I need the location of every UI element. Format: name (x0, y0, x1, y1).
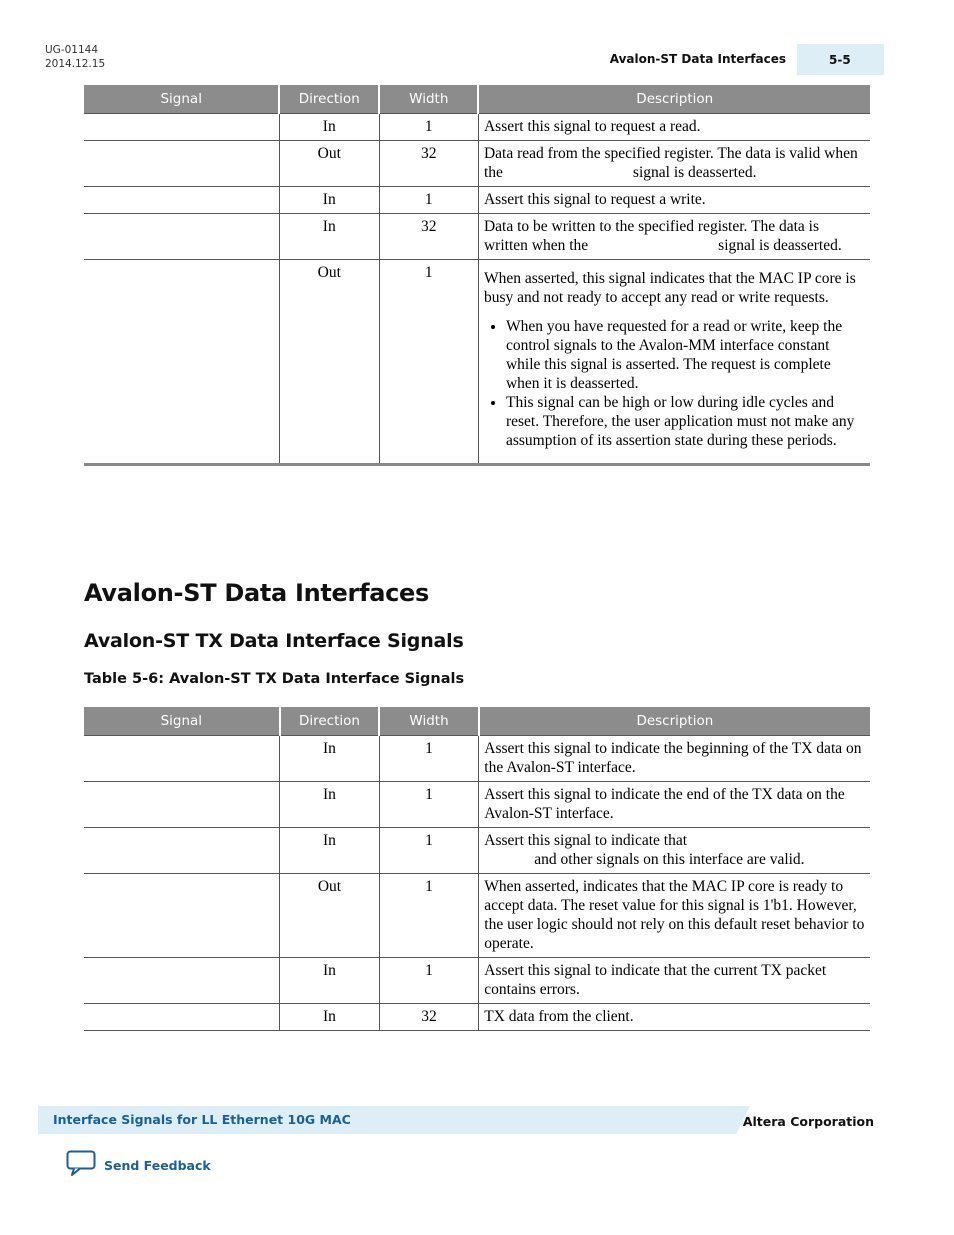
col-header-signal: Signal (84, 707, 280, 736)
page-number: 5-5 (829, 52, 851, 67)
section-title: Avalon-ST Data Interfaces (84, 579, 430, 607)
subsection-title: Avalon-ST TX Data Interface Signals (84, 630, 464, 652)
bullet-item: • When you have requested for a read or write, keep the control signals to the Avalon-MM interface constant while this signal is asserted. The request is complete when it is deasserted. (506, 317, 865, 393)
description-text: and other signals on this interface are valid. (534, 851, 805, 868)
table-row (84, 187, 870, 214)
description-cell: Assert this signal to indicate the beginning of the TX data on the Avalon-ST interface. (479, 736, 870, 782)
signal-cell (84, 874, 280, 958)
signal-cell (84, 828, 280, 874)
footer-doc-title[interactable]: Interface Signals for LL Ethernet 10G MAC (53, 1112, 351, 1127)
description-cell: Assert this signal to indicate that the current TX packet contains errors. (479, 958, 870, 1004)
table-row (84, 214, 870, 260)
direction-cell: Out (280, 874, 380, 958)
width-cell: 1 (379, 187, 478, 214)
doc-date: 2014.12.15 (45, 58, 106, 70)
description-text: Data to be written to the specified register. The data is written when the (483, 218, 819, 254)
send-feedback-label[interactable]: Send Feedback (104, 1158, 211, 1173)
width-cell: 32 (379, 141, 478, 187)
width-cell: 1 (379, 874, 478, 958)
table-row (84, 114, 870, 141)
direction-cell: In (279, 114, 379, 141)
table-row (84, 958, 870, 1004)
direction-cell: In (279, 187, 379, 214)
chat-bubble-icon (66, 1150, 96, 1181)
signal-cell (84, 114, 279, 141)
width-cell: 1 (379, 736, 478, 782)
direction-cell: Out (279, 260, 379, 465)
width-cell: 1 (379, 958, 478, 1004)
table-row (84, 260, 870, 465)
direction-cell: In (279, 214, 379, 260)
description-text: When asserted, this signal indicates that the MAC IP core is busy and not ready to accept any read or write requests. (483, 270, 856, 306)
tx-signals-table (84, 707, 870, 1031)
width-cell: 32 (379, 1004, 478, 1031)
description-cell: Assert this signal to request a write. (478, 187, 870, 214)
direction-cell: In (280, 958, 380, 1004)
table-header-row (84, 707, 870, 736)
bullet-item: • This signal can be high or low during idle cycles and reset. Therefore, the user application must not make any assumption of its assertion state during these periods. (506, 393, 865, 450)
signal-cell (84, 736, 280, 782)
signal-cell (84, 214, 279, 260)
col-header-width: Width (379, 707, 478, 736)
doc-id: UG-01144 (45, 44, 99, 56)
table-row (84, 141, 870, 187)
page-number-tab (797, 44, 884, 75)
description-text: signal is deasserted. (718, 237, 842, 254)
description-cell (478, 141, 870, 187)
description-cell (479, 828, 870, 874)
description-cell (478, 260, 870, 465)
table-row (84, 782, 870, 828)
signal-cell (84, 958, 280, 1004)
table-row (84, 828, 870, 874)
width-cell: 1 (379, 828, 478, 874)
description-text: Data read from the specified register. The data is valid when the (483, 145, 858, 181)
direction-cell: Out (279, 141, 379, 187)
signal-cell (84, 1004, 280, 1031)
direction-cell: In (280, 782, 380, 828)
direction-cell: In (280, 1004, 380, 1031)
width-cell: 1 (379, 260, 478, 465)
signal-cell (84, 141, 279, 187)
width-cell: 1 (379, 114, 478, 141)
direction-cell: In (280, 828, 380, 874)
col-header-direction: Direction (280, 707, 380, 736)
direction-cell: In (280, 736, 380, 782)
signal-cell (84, 260, 279, 465)
table-header-row (84, 85, 870, 114)
width-cell: 1 (379, 782, 478, 828)
description-cell (478, 214, 870, 260)
bullet-list (484, 317, 865, 450)
col-header-direction: Direction (279, 85, 379, 114)
signal-cell (84, 782, 280, 828)
signal-cell (84, 187, 279, 214)
width-cell: 32 (379, 214, 478, 260)
table-caption: Table 5-6: Avalon-ST TX Data Interface Signals (84, 671, 465, 687)
description-text: signal is deasserted. (632, 164, 757, 181)
description-cell: TX data from the client. (479, 1004, 870, 1031)
col-header-width: Width (379, 85, 478, 114)
doc-id-block (45, 43, 105, 71)
register-signals-table (84, 85, 870, 466)
header-section-title: Avalon-ST Data Interfaces (609, 52, 786, 66)
description-text: Assert this signal to indicate that (484, 832, 688, 849)
table-row (84, 874, 870, 958)
description-cell: Assert this signal to request a read. (478, 114, 870, 141)
table-row (84, 1004, 870, 1031)
send-feedback-link[interactable] (66, 1150, 211, 1181)
col-header-description: Description (478, 85, 870, 114)
description-cell: Assert this signal to indicate the end of the TX data on the Avalon-ST interface. (479, 782, 870, 828)
footer-company: Altera Corporation (742, 1114, 874, 1129)
col-header-description: Description (479, 707, 870, 736)
col-header-signal: Signal (84, 85, 279, 114)
table-row (84, 736, 870, 782)
description-cell: When asserted, indicates that the MAC IP core is ready to accept data. The reset value for this signal is 1'b1. However, the user logic should not rely on this default reset behavior to operate. (479, 874, 870, 958)
